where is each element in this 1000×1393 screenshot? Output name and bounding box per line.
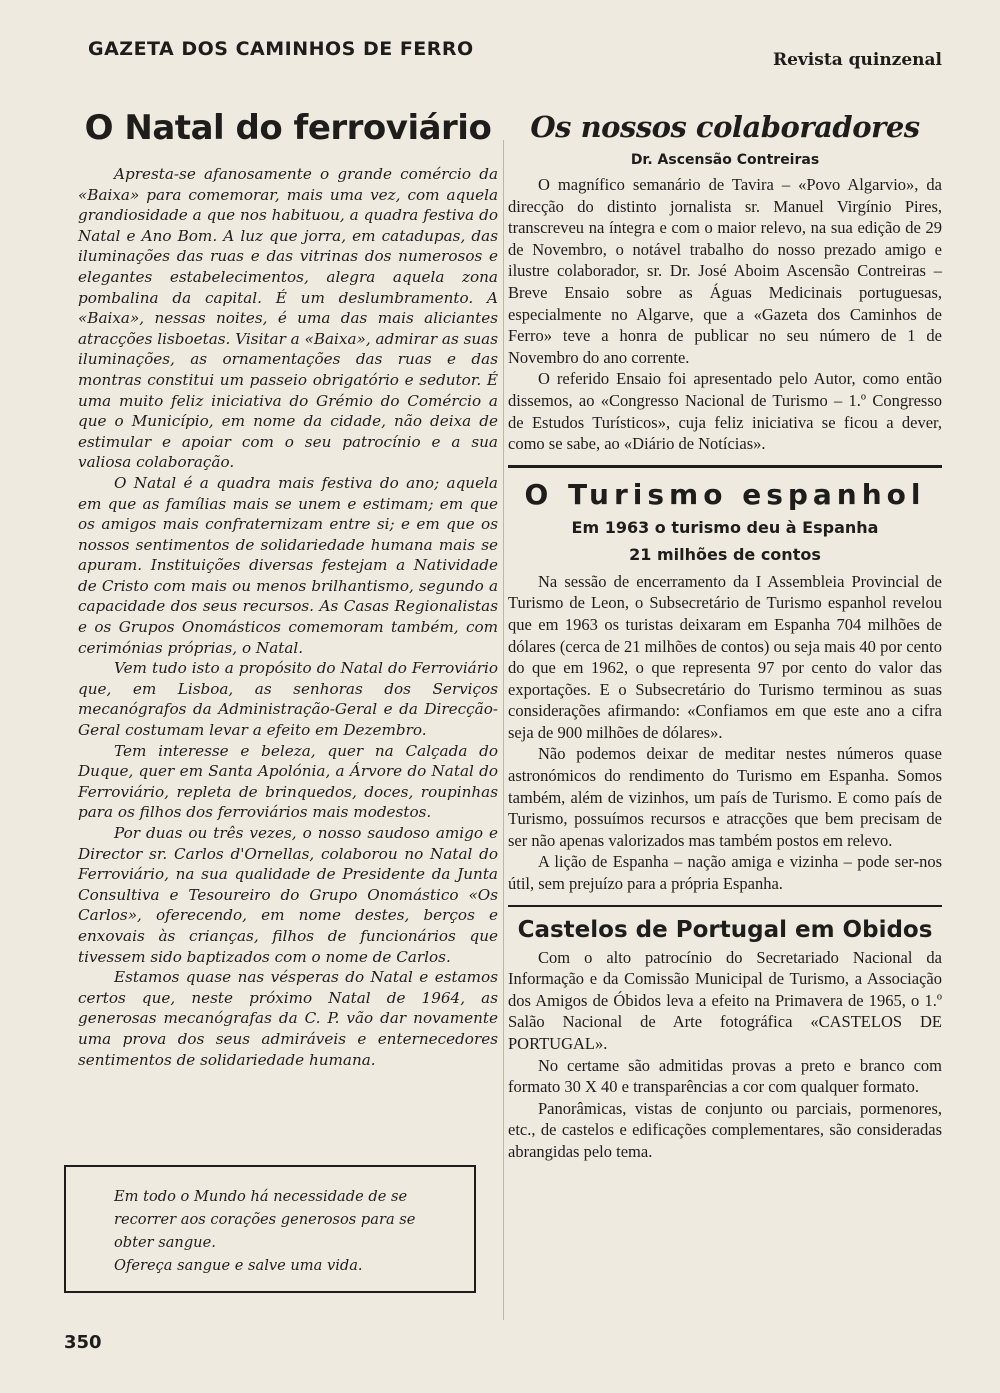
article-title-natal: O Natal do ferroviário [84,108,492,148]
article-subtitle-line2: 21 milhões de contos [629,544,821,564]
article-body-natal [78,164,498,1070]
paragraph: Por duas ou três vezes, o nosso saudoso amigo e Director sr. Carlos d'Ornellas, colaborou no Natal do Ferroviário, na sua qualidade de Presidente da Junta Consultiva e Tesoureiro do Grupo Onomástico «Os Carlos», oferecendo, em nome destes, berços e enxovais às crianças, filhos de funcionários que tivessem sido baptizados com o nome de Carlos. [78,824,498,966]
paragraph: Na sessão de encerramento da I Assembleia Provincial de Turismo de Leon, o Subsecretário de Turismo espanhol revelou que em 1963 os turistas deixaram em Espanha 704 milhões de dólares (cerca de 21 milhões de contos) ou seja mais 40 por cento do que em 1962, o que representa 97 por cento do valor das exportações. E o Subsecretário do Turismo terminou as suas considerações afirmando: «Confiamos em que este ano a cifra seja de 900 milhões de dólares». [508,571,942,742]
paragraph: Apresta-se afanosamente o grande comércio da «Baixa» para comemorar, mais uma vez, com aquela grandiosidade a que nos habituou, a quadra festiva do Natal e Ano Bom. A luz que jorra, em catadupas, das iluminações das ruas e das vitrinas dos numerosos e elegantes estabelecimentos, alegra aquela zona pombalina da capital. É um deslumbramento. A «Baixa», nessas noites, é uma das mais aliciantes atracções lisboetas. Visitar a «Baixa», admirar as suas iluminações, as ornamentações das ruas e das montras constitui um passeio obrigatório e sedutor. É uma muito feliz iniciativa do Grémio do Comércio a que o Município, em nome da cidade, não deixa de estimular e apoiar com o seu patrocínio e a sua valiosa colaboração. [78,165,499,472]
paragraph: Panorâmicas, vistas de conjunto ou parciais, pormenores, etc., de castelos e edificações complementares, são consideradas abrangidas pelo tema. [508,1098,942,1161]
article-byline: Dr. Ascensão Contreiras [630,152,820,168]
paragraph: O referido Ensaio foi apresentado pelo Autor, como então dissemos, ao «Congresso Nacional de Turismo – 1.º Congresso de Estudos Turísticos», cuja feliz iniciativa se ficou a dever, como se sabe, ao «Diário de Notícias». [508,369,942,454]
paragraph: A lição de Espanha – nação amiga e vizinha – pode ser-nos útil, sem prejuízo para a própria Espanha. [508,852,942,894]
article-turismo [508,478,942,895]
article-subtitle-line1: Em 1963 o turismo deu à Espanha [571,517,879,537]
section-divider [508,905,942,907]
paragraph: O Natal é a quadra mais festiva do ano; aquela em que as famílias mais se unem e estimam; em que os amigos mais confraternizam entre si; e em que os nossos sentimentos de solidariedade humana mais se apuram. Instituições diversas festejam a Natividade de Cristo com mais ou menos brilhantismo, segundo a capacidade dos seus recursos. As Casas Regionalistas e os Grupos Onomásticos comemoram também, com cerimónias próprias, o Natal. [78,473,498,657]
paragraph: No certame são admitidas provas a preto e branco com formato 30 X 40 e transparências a cor com qualquer formato. [508,1055,942,1097]
paragraph: Com o alto patrocínio do Secretariado Nacional da Informação e da Comissão Municipal de Turismo, a Associação dos Amigos de Óbidos leva a efeito na Primavera de 1965, o 1.º Salão Nacional de Arte fotográfica «CASTELOS DE PORTUGAL». [508,947,942,1053]
box-text: Em todo o Mundo há necessidade de se recorrer aos corações generosos para se obter sangue. [114,1188,416,1251]
publication-frequency: Revista quinzenal [772,50,942,70]
article-title-castelos: Castelos de Portugal em Obidos [517,916,933,943]
publication-name: GAZETA DOS CAMINHOS DE FERRO [88,38,474,60]
paragraph: Tem interesse e beleza, quer na Calçada do Duque, quer em Santa Apolónia, a Árvore do Natal do Ferroviário, repleta de brinquedos, doces, roupinhas para os filhos dos ferroviários mais modestos. [78,741,498,822]
right-column [508,98,942,1163]
box-slogan: Ofereça sangue e salve uma vida. [114,1257,363,1274]
paragraph: Estamos quase nas vésperas do Natal e estamos certos que, neste próximo Natal de 1964, as generosas mecanógrafas da C. P. vão dar novamente uma prova dos seus admiráveis e enternecedores sentimentos de solidariedade humana. [78,968,498,1069]
page-number: 350 [64,1332,102,1353]
article-title-turismo: O Turismo espanhol [524,477,926,511]
paragraph: Vem tudo isto a propósito do Natal do Ferroviário que, em Lisboa, as senhoras dos Serviços mecanógrafos da Administração-Geral e da Direcção-Geral costumam levar a efeito em Dezembro. [78,659,498,740]
section-divider [508,465,942,468]
article-body-castelos [508,947,942,1163]
article-castelos [508,917,942,1163]
article-colaboradores [508,110,942,455]
article-body-turismo [508,571,942,895]
article-body-colaboradores [508,174,942,455]
blood-donation-box [64,1165,476,1293]
article-title-colaboradores: Os nossos colaboradores [530,110,920,144]
article-natal [78,98,498,1070]
column-divider [503,140,504,1320]
paragraph: Não podemos deixar de meditar nestes números quase astronómicos do rendimento do Turismo em Espanha. Somos também, além de vizinhos, um país de Turismo. E como país de Turismo, possuímos recursos e atracções que bem precisam de ser não apenas valorizados mas também postos em relevo. [508,744,942,850]
paragraph: O magnífico semanário de Tavira – «Povo Algarvio», da direcção do distinto jornalista sr. Manuel Virgínio Pires, transcreveu na íntegra e com o maior relevo, na sua edição de 29 de Novembro, o notável trabalho do nosso prezado amigo e ilustre colaborador, sr. Dr. José Aboim Ascensão Contreiras – Breve Ensaio sobre as Águas Medicinais portuguesas, especialmente no Algarve, que a «Gazeta dos Caminhos de Ferro» teve a honra de publicar no seu número de 1 de Novembro do ano corrente. [508,175,942,367]
